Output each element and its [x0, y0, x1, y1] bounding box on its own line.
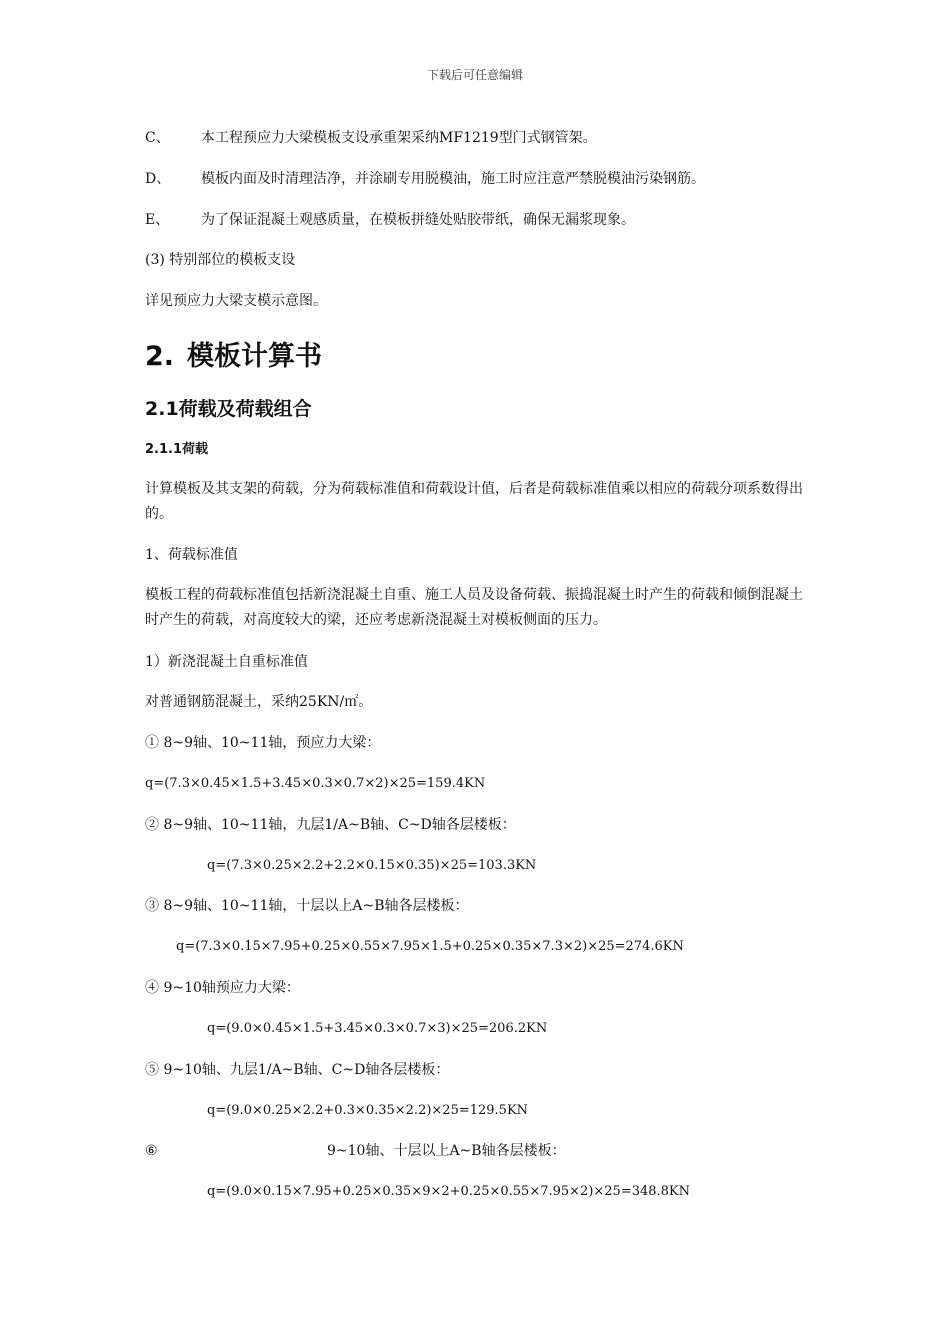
case-formula: q=(9.0×0.45×1.5+3.45×0.3×0.7×3)×25=206.2KN	[207, 1021, 548, 1036]
item-text: 本工程预应力大梁模板支设承重架采纳MF1219型门式钢管架。	[201, 130, 597, 146]
paragraph-calculation: 计算模板及其支架的荷载，分为荷载标准值和荷载设计值，后者是荷载标准值乘以相应的荷载分项系数得出的。	[145, 481, 803, 522]
see-diagram-text: 详见预应力大梁支模示意图。	[145, 293, 327, 309]
case-formula: q=(7.3×0.45×1.5+3.45×0.3×0.7×2)×25=159.4KN	[145, 776, 486, 791]
list-item	[145, 169, 705, 189]
case-label: ⑥	[145, 1143, 158, 1159]
item-text: 为了保证混凝土观感质量，在模板拼缝处贴胶带纸，确保无漏浆现象。	[201, 212, 635, 228]
section-number: 2.	[145, 341, 175, 372]
sub-heading-3: (3) 特别部位的模板支设	[145, 252, 296, 268]
case-label-text: 9~10轴、十层以上A~B轴各层楼板：	[327, 1143, 566, 1159]
paragraph-load-standard: 模板工程的荷载标准值包括新浇混凝土自重、施工人员及设备荷载、振捣混凝土时产生的荷载和倾倒混凝土时产生的荷载，对高度较大的梁，还应考虑新浇混凝土对模板侧面的压力。	[145, 587, 803, 628]
item-letter: C、	[145, 130, 170, 146]
section-heading	[145, 334, 322, 373]
section-title: 模板计算书	[187, 341, 322, 372]
load-standard-heading: 1、荷载标准值	[145, 547, 238, 563]
case-label: ③ 8~9轴、10~11轴，十层以上A~B轴各层楼板：	[145, 898, 469, 914]
item-letter: D、	[145, 171, 171, 187]
case-formula: q=(7.3×0.25×2.2+2.2×0.15×0.35)×25=103.3KN	[207, 858, 537, 873]
case-formula: q=(9.0×0.25×2.2+0.3×0.35×2.2)×25=129.5KN	[207, 1103, 529, 1118]
item-concrete-weight: 1）新浇混凝土自重标准值	[145, 654, 308, 670]
case-formula: q=(9.0×0.15×7.95+0.25×0.35×9×2+0.25×0.55×7.95×2)×25=348.8KN	[207, 1184, 691, 1199]
subsubsection-heading: 2.1.1荷载	[145, 442, 209, 457]
list-item	[145, 128, 597, 148]
item-letter: E、	[145, 212, 170, 228]
concrete-density: 对普通钢筋混凝土，采纳25KN/㎡。	[145, 694, 373, 710]
case-label: ⑤ 9~10轴、九层1/A~B轴、C~D轴各层楼板：	[145, 1062, 450, 1078]
case-label: ① 8~9轴、10~11轴，预应力大梁：	[145, 735, 381, 751]
list-item	[145, 210, 635, 230]
case-formula: q=(7.3×0.15×7.95+0.25×0.55×7.95×1.5+0.25×0.35×7.3×2)×25=274.6KN	[176, 939, 684, 954]
case-label: ④ 9~10轴预应力大梁：	[145, 980, 300, 996]
case-label: ② 8~9轴、10~11轴，九层1/A~B轴、C~D轴各层楼板：	[145, 817, 516, 833]
subsection-heading: 2.1荷载及荷载组合	[145, 398, 312, 420]
item-text: 模板内面及时清理洁净，并涂刷专用脱模油，施工时应注意严禁脱模油污染钢筋。	[201, 171, 705, 187]
page-header: 下载后可任意编辑	[426, 68, 523, 82]
